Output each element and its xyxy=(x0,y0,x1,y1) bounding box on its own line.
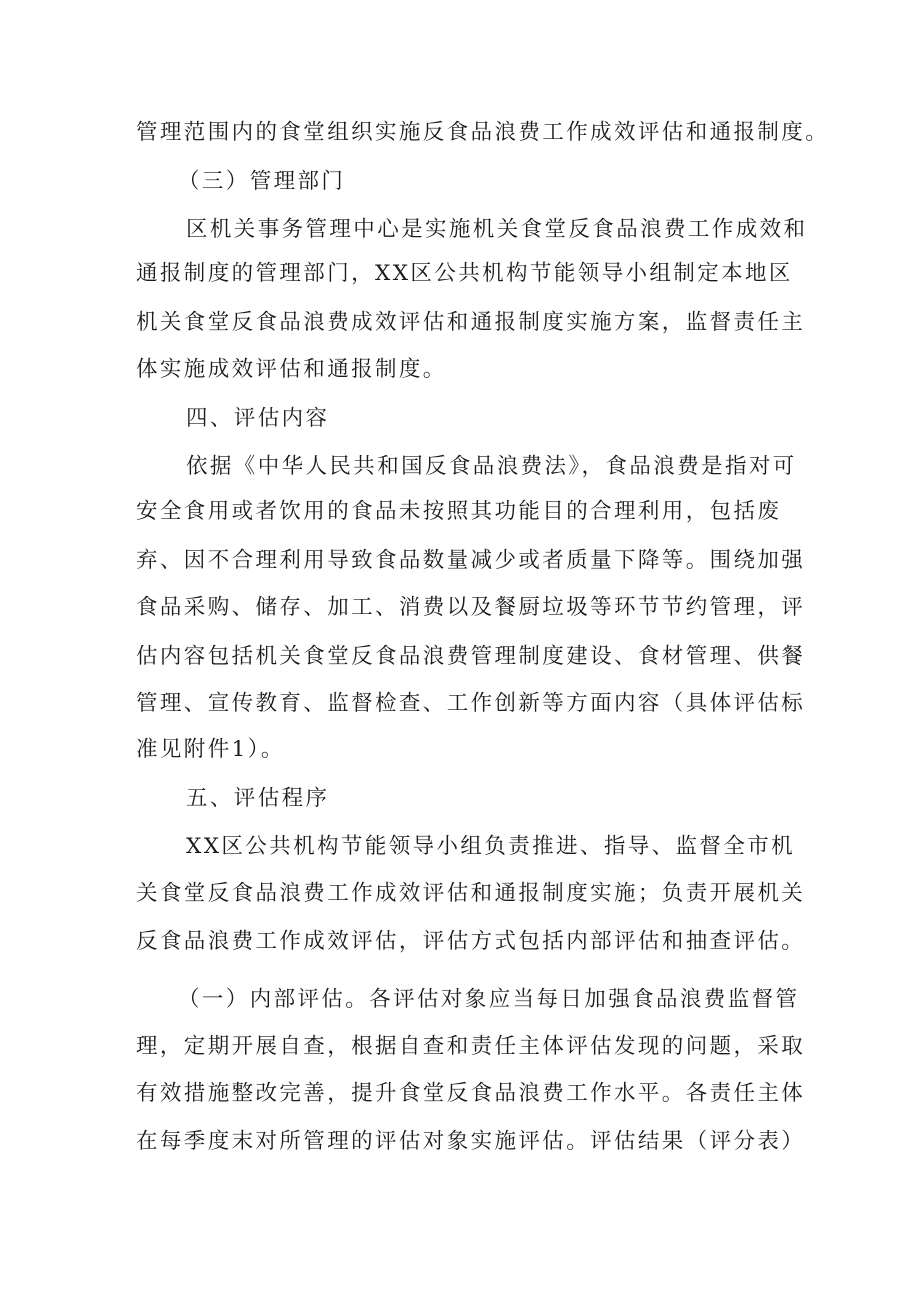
paragraph-line: 反食品浪费工作成效评估，评估方式包括内部评估和抽查评估。 xyxy=(136,929,806,954)
paragraph-line: 食品采购、储存、加工、消费以及餐厨垃圾等环节节约管理，评 xyxy=(136,595,806,620)
paragraph-line: 有效措施整改完善，提升食堂反食品浪费工作水平。各责任主体 xyxy=(136,1081,806,1106)
paragraph-line: （一）内部评估。各评估对象应当每日加强食品浪费监督管 xyxy=(178,987,800,1012)
paragraph-line: 依据《中华人民共和国反食品浪费法》，食品浪费是指对可 xyxy=(186,454,797,479)
paragraph-line: 关食堂反食品浪费工作成效评估和通报制度实施；负责开展机关 xyxy=(136,881,806,906)
paragraph-line: XX区公共机构节能领导小组负责推进、指导、监督全市机 xyxy=(186,834,796,859)
paragraph-line: 准见附件1）。 xyxy=(136,737,285,762)
paragraph-line: 体实施成效评估和通报制度。 xyxy=(136,357,447,382)
paragraph-line: 弃、因不合理利用导致食品数量减少或者质量下降等。围绕加强 xyxy=(136,548,806,573)
paragraph-line: 管理、宣传教育、监督检查、工作创新等方面内容（具体评估标 xyxy=(136,691,806,716)
section-heading: 五、评估程序 xyxy=(186,786,330,811)
paragraph-line: 区机关事务管理中心是实施机关食堂反食品浪费工作成效和 xyxy=(186,217,808,242)
paragraph-line: 管理范围内的食堂组织实施反食品浪费工作成效评估和通报制度。 xyxy=(136,120,830,145)
paragraph-line: 估内容包括机关食堂反食品浪费管理制度建设、食材管理、供餐 xyxy=(136,644,806,669)
section-heading: 四、评估内容 xyxy=(186,406,330,431)
paragraph-line: 机关食堂反食品浪费成效评估和通报制度实施方案，监督责任主 xyxy=(136,310,806,335)
paragraph-line: 在每季度末对所管理的评估对象实施评估。评估结果（评分表） xyxy=(136,1129,806,1154)
paragraph-line: 通报制度的管理部门，XX区公共机构节能领导小组制定本地区 xyxy=(136,261,793,286)
section-heading: （三）管理部门 xyxy=(178,169,346,194)
paragraph-line: 安全食用或者饮用的食品未按照其功能目的合理利用，包括废 xyxy=(136,499,782,524)
paragraph-line: 理，定期开展自查，根据自查和责任主体评估发现的问题，采取 xyxy=(136,1034,806,1059)
